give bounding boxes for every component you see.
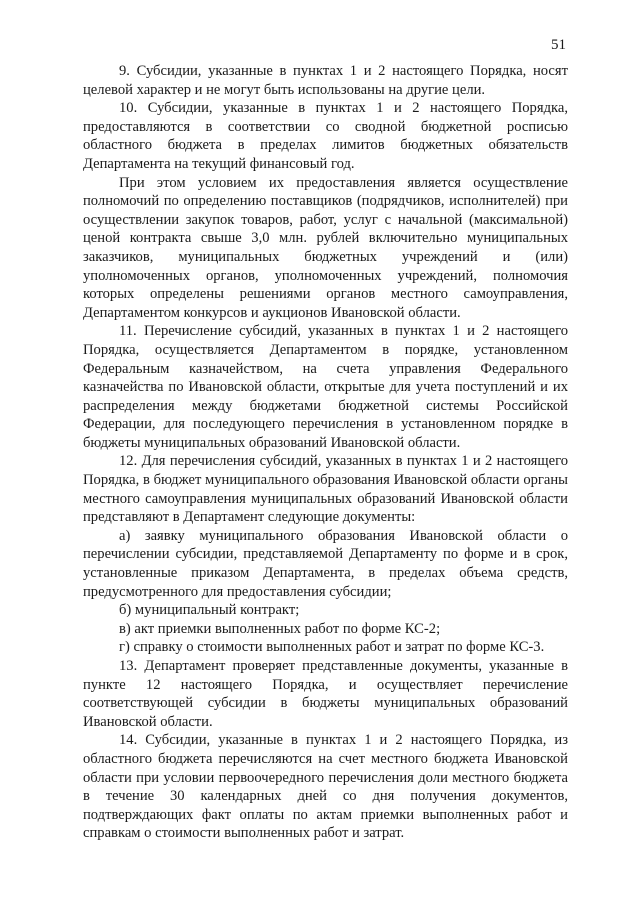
paragraph-10-condition: При этом условием их предоставления является осуществление полномочий по определению поставщиков (подрядчиков, исполнителей) при осуществлении закупок товаров, работ, услуг с начальной (максимальной) ценой контракта свыше 3,0 млн. рублей включительно муниципальных заказчиков, муниципальных бюджетных учреждений и (или) уполномоченных органов, уполномоченных учреждений, полномочия которых определены решениями органов местного самоуправления, Департаментом конкурсов и аукционов Ивановской области. xyxy=(83,174,568,321)
list-item-b: б) муниципальный контракт; xyxy=(119,602,300,619)
paragraph-12: 12. Для перечисления субсидий, указанных в пунктах 1 и 2 настоящего Порядка, в бюджет муниципального образования Ивановской области органы местного самоуправления муниципальных образований Ивановской области представляют в Департамент следующие документы: xyxy=(83,453,568,526)
list-item-g: г) справку о стоимости выполненных работ и затрат по форме КС-3. xyxy=(119,639,545,656)
page-number: 51 xyxy=(551,37,566,53)
paragraph-14: 14. Субсидии, указанные в пунктах 1 и 2 настоящего Порядка, из областного бюджета перечисляются на счет местного бюджета Ивановской области при условии первоочередного перечисления доли местного бюджета в течение 30 календарных дней со дня получения документов, подтверждающих факт оплаты по актам приемки выполненных работ и справкам о стоимости выполненных работ и затрат. xyxy=(83,732,568,842)
list-item-v: в) акт приемки выполненных работ по форме КС-2; xyxy=(119,620,441,637)
document-body xyxy=(83,62,568,843)
paragraph-11: 11. Перечисление субсидий, указанных в пунктах 1 и 2 настоящего Порядка, осуществляется Департаментом в порядке, установленном Федеральным казначейством, на счета управления Федерального казначейства по Ивановской области, открытые для учета поступлений и их распределения между бюджетами бюджетной системы Российской Федерации, для последующего перечисления в установленном порядке в бюджеты муниципальных образований Ивановской области. xyxy=(83,323,568,451)
paragraph-9: 9. Субсидии, указанные в пунктах 1 и 2 настоящего Порядка, носят целевой характер и не могут быть использованы на другие цели. xyxy=(83,63,568,98)
paragraph-10: 10. Субсидии, указанные в пунктах 1 и 2 настоящего Порядка, предоставляются в соответствии со сводной бюджетной росписью областного бюджета в пределах лимитов бюджетных обязательств Департамента на текущий финансовый год. xyxy=(83,100,568,172)
list-item-a: а) заявку муниципального образования Ивановской области о перечислении субсидии, представляемой Департаменту по форме и в срок, установленные приказом Департамента, в пределах объема средств, предусмотренного для предоставления субсидии; xyxy=(83,527,568,600)
paragraph-13: 13. Департамент проверяет представленные документы, указанные в пункте 12 настоящего Порядка, и осуществляет перечисление соответствующей субсидии в бюджеты муниципальных образований Ивановской области. xyxy=(83,658,568,730)
